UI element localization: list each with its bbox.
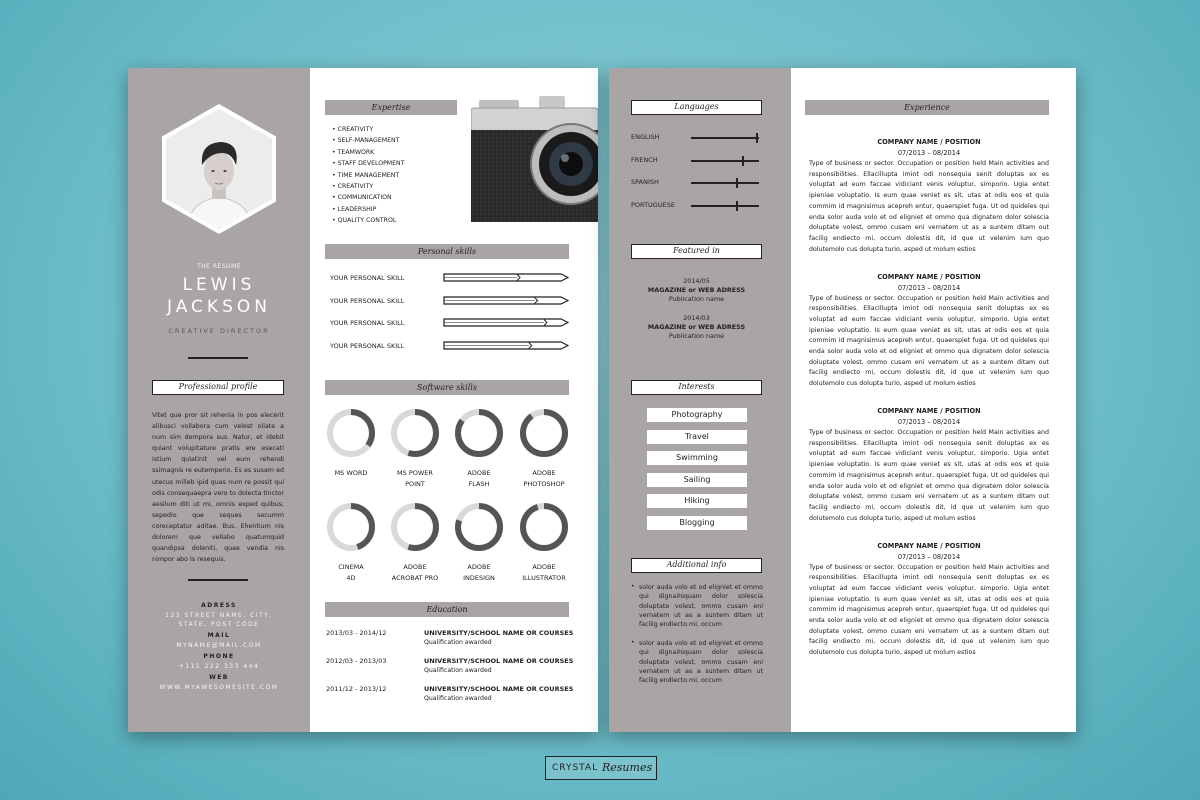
additional-info-text: solor auda volo et od eligniet et ommo qui dignaihiquam dolor solescia doluptate volest, ommo cusam eni vernatem ut as a suntem ditam ut facilig endiecto mi, occum: [639, 584, 763, 629]
software-skill-label-2: FLASH: [468, 480, 490, 488]
contact-value: 123 STREET NAME, CITY, STATE, POST CODE: [165, 612, 273, 628]
education-award: Qualification awarded: [424, 667, 492, 674]
contact-label: MAIL: [207, 632, 231, 639]
experience-heading: Experience: [805, 100, 1049, 115]
software-skill-label-2: ILLUSTRATOR: [522, 574, 566, 582]
interest-item: Travel: [647, 430, 747, 444]
language-level-bar: [691, 160, 759, 162]
language-name: PORTUGUESE: [631, 200, 675, 209]
contact-label: WEB: [209, 674, 229, 681]
software-skill-label-1: ADOBE: [532, 563, 556, 571]
expertise-item: • QUALITY CONTROL: [332, 215, 404, 226]
experience-dates: 07/2013 – 08/2014: [897, 552, 961, 561]
software-skill-label-1: ADOBE: [403, 563, 427, 571]
software-skill-donut: [390, 502, 440, 552]
language-level-marker: [742, 156, 744, 166]
brand-word-1: CRYSTAL: [552, 763, 599, 773]
education-dates: 2011/12 - 2013/12: [326, 685, 387, 693]
expertise-list: [332, 124, 404, 227]
software-skill-label-2: POINT: [405, 480, 425, 488]
software-skill-label-1: ADOBE: [532, 469, 556, 477]
language-name: FRENCH: [631, 155, 658, 164]
personal-skill-bar: [443, 318, 569, 327]
interest-item: Photography: [647, 408, 747, 422]
expertise-item: • CREATIVITY: [332, 124, 404, 135]
software-skill-label-1: ADOBE: [467, 563, 491, 571]
experience-description: Type of business or sector. Occupation or position held Main activities and responsibilities. Ellacillupta imint odi nonsequia senit doluptas ex es voluptat ad eum faccae vidiciant venis voluptur, simporio. Ugia entet ipieniae voluptatio. Is eum quae veniet es sit, utas at odis eos et quia commim id magnisimus acepreh entur, quaerspiet fuga. Ut od quideles qui enda solor auda volo et od eligniet et ommo qua dignatem dolor solescia doluptate volest, ommo cusam eni vernatem ut as a suntem ditam out facilig endiecto mi, occum dolestis dit, id que ut velenim ium quo dolutemolo cus dolupta turio, asped ut molum estios: [809, 294, 1049, 388]
contact-label: ADRESS: [201, 602, 237, 609]
personal-skill-label: YOUR PERSONAL SKILL: [330, 274, 405, 282]
featured-publication: Publication name: [668, 295, 725, 303]
experience-company: COMPANY NAME / POSITION: [877, 407, 981, 415]
additional-info-text: solor auda volo et od eligniet et ommo qui dignaihiquam dolor solescia doluptate volest, ommo cusam eni vernatem ut as a suntem ditam ut facilig endiecto mi, occum: [639, 640, 763, 685]
experience-dates: 07/2013 – 08/2014: [897, 418, 961, 426]
language-level-bar: [691, 205, 759, 207]
personal-skill-bar: [443, 273, 569, 282]
experience-dates: 07/2013 – 08/2014: [897, 149, 961, 157]
software-skill-label-1: CINEMA: [338, 563, 364, 571]
software-skill-label-2: ACROBAT PRO: [391, 574, 439, 582]
interest-item: Blogging: [647, 516, 747, 530]
bullet-icon: •: [631, 639, 635, 646]
resume-page-left: [128, 68, 598, 732]
personal-skill-label: YOUR PERSONAL SKILL: [330, 319, 405, 327]
experience-company: COMPANY NAME / POSITION: [877, 541, 981, 550]
camera-icon: [471, 96, 598, 224]
resume-page-right: [609, 68, 1076, 732]
interest-item: Sailing: [647, 473, 747, 487]
portrait-photo: [166, 109, 272, 229]
software-skill-donut: [454, 408, 504, 458]
personal-skill-bar: [443, 296, 569, 305]
profile-text: Vitet que pror sit rehenia in pos elecerit alibusci vollabora cum velest oliate a num sim dempora sus. Natur, et idebit quiant volupitature pratis ere esecati istium quiatinit vel eum rehendi ssimagnis re eutemperio. Es es susam ed utecus milleb ipid quas num re possit qui odis consequaepra vero to dolecta tinctor aesilum diti ut mi, omnis exped quibus, sepedio que seques secumm coreceptatur aditae. Bus. Ehentium nis dolorem que vellabo quatumquid quandipsa doleniti, quae vendia nis nimpor abo Is resequis.: [152, 412, 284, 564]
experience-company: COMPANY NAME / POSITION: [877, 138, 981, 146]
bullet-icon: •: [631, 583, 635, 590]
languages-heading: Languages: [631, 100, 762, 115]
expertise-item: • COMMUNICATION: [332, 192, 404, 203]
expertise-item: • STAFF DEVELOPMENT: [332, 158, 404, 169]
brand-word-2: Resumes: [602, 761, 653, 774]
education-dates: 2013/03 - 2014/12: [326, 629, 387, 637]
software-skill-donut: [519, 502, 569, 552]
right-page-sidebar: [609, 68, 791, 732]
language-level-marker: [736, 178, 738, 188]
experience-description: Type of business or sector. Occupation or position held Main activities and responsibilities. Ellacillupta imint odi nonsequia senit doluptas ex es voluptat ad eum faccae vidiciant venis voluptur, simporio. Ugia entet ipieniae voluptatio. Is eum quae veniet es sit, utas at odis eos et quia commim id magnisimus acepreh entur, quaerspiet fuga. Ut od quideles qui enda solor auda volo et od eligniet et ommo qua dignatem dolor solescia doluptate volest, ommo cusam eni vernatem ut as a suntem ditam out facilig endiecto mi, occum dolestis dit, id que ut velenim ium quo dolutemolo cus dolupta turio, asped ut molum estios: [809, 563, 1049, 657]
software-skill-donut: [326, 408, 376, 458]
additional-info-heading: Additional info: [631, 558, 762, 573]
language-name: SPANISH: [631, 178, 659, 186]
language-level-bar: [691, 137, 759, 139]
interest-item: Hiking: [647, 494, 747, 508]
software-skill-donut: [326, 502, 376, 552]
software-skill-label-2: INDESIGN: [463, 574, 495, 582]
first-name: LEWIS: [182, 275, 256, 295]
featured-date: 2014/05: [683, 277, 710, 285]
contact-value: MYNAME@MAIL.COM: [176, 642, 262, 649]
language-level-marker: [736, 201, 738, 211]
contact-value: +111 222 333 444: [178, 663, 260, 670]
featured-publication: Publication name: [668, 332, 725, 340]
education-school: UNIVERSITY/SCHOOL NAME OR COURSES: [424, 685, 574, 693]
personal-skills-heading: Personal skills: [325, 244, 569, 259]
software-skill-label-1: ADOBE: [467, 469, 491, 477]
interests-heading: Interests: [631, 380, 762, 395]
language-level-marker: [756, 133, 758, 143]
featured-heading: Featured in: [631, 244, 762, 259]
contact-value: WWW.MYAWESOMESITE.COM: [159, 684, 279, 691]
brand-logo: [545, 756, 657, 780]
personal-skill-bar: [443, 341, 569, 350]
divider: [188, 579, 248, 581]
software-skill-label-2: 4D: [346, 574, 356, 582]
featured-date: 2014/03: [683, 314, 710, 322]
education-heading: Education: [325, 602, 569, 617]
expertise-item: • SELF-MANAGEMENT: [332, 135, 404, 146]
profile-heading: Professional profile: [152, 380, 284, 395]
software-skill-label-2: PHOTOSHOP: [523, 480, 565, 488]
interest-item: Swimming: [647, 451, 747, 465]
experience-description: Type of business or sector. Occupation or position held Main activities and responsibilities. Ellacillupta imint odi nonsequia senit doluptas ex es voluptat ad eum faccae vidiciant venis voluptur, simporio. Ugia entet ipieniae voluptatio. Is eum quae veniet es sit, utas at odis eos et quia commim id magnisimus acepreh entur, quaerspiet fuga. Ut od quideles qui enda solor auda volo et od eligniet et ommo qua dignatem dolor solescia doluptate volest, ommo cusam eni vernatem ut as a suntem ditam out facilig endiecto mi, occum dolestis dit, id que ut velenim ium quo dolutemolo cus dolupta turio, asped ut molum estios: [809, 160, 1049, 253]
software-skill-label-1: MS POWER: [397, 469, 433, 477]
personal-skill-label: YOUR PERSONAL SKILL: [330, 296, 405, 305]
language-name: ENGLISH: [631, 133, 660, 141]
job-title: CREATIVE DIRECTOR: [168, 327, 270, 335]
personal-skill-label: YOUR PERSONAL SKILL: [330, 341, 405, 350]
education-award: Qualification awarded: [424, 639, 492, 646]
education-dates: 2012/03 - 2013/03: [326, 657, 387, 665]
software-skill-label-1: MS WORD: [334, 469, 368, 477]
experience-dates: 07/2013 – 08/2014: [897, 283, 961, 292]
expertise-item: • CREATIVITY: [332, 181, 404, 192]
experience-description: Type of business or sector. Occupation or position held Main activities and responsibilities. Ellacillupta imint odi nonsequia senit doluptas ex es voluptat ad eum faccae vidiciant venis voluptur, simporio. Ugia entet ipieniae voluptatio. Is eum quae veniet es sit, utas at odis eos et quia commim id magnisimus acepreh entur, quaerspiet fuga. Ut od quideles qui enda solor auda volo et od eligniet et ommo qua dignatem dolor solescia doluptate volest, ommo cusam eni vernatem ut as a suntem ditam out facilig endiecto mi, occum dolestis dit, id que ut velenim ium quo dolutemolo cus dolupta turio, asped ut molum estios: [809, 429, 1049, 522]
software-skill-donut: [454, 502, 504, 552]
featured-title: MAGAZINE or WEB ADRESS: [647, 323, 746, 331]
contact-label: PHONE: [203, 653, 235, 660]
education-school: UNIVERSITY/SCHOOL NAME OR COURSES: [424, 629, 574, 637]
resume-overline: THE RESUME: [196, 263, 241, 270]
software-skills-heading: Software skills: [325, 380, 569, 395]
software-skill-donut: [390, 408, 440, 458]
expertise-item: • TEAMWORK: [332, 147, 404, 158]
experience-company: COMPANY NAME / POSITION: [877, 272, 981, 281]
software-skill-donut: [519, 408, 569, 458]
education-school: UNIVERSITY/SCHOOL NAME OR COURSES: [424, 657, 574, 665]
featured-title: MAGAZINE or WEB ADRESS: [647, 286, 746, 294]
divider: [188, 357, 248, 359]
expertise-item: • TIME MANAGEMENT: [332, 170, 404, 181]
expertise-heading: Expertise: [325, 100, 457, 115]
education-award: Qualification awarded: [424, 695, 492, 702]
last-name: JACKSON: [167, 297, 271, 317]
expertise-item: • LEADERSHIP: [332, 204, 404, 215]
language-level-bar: [691, 182, 759, 184]
